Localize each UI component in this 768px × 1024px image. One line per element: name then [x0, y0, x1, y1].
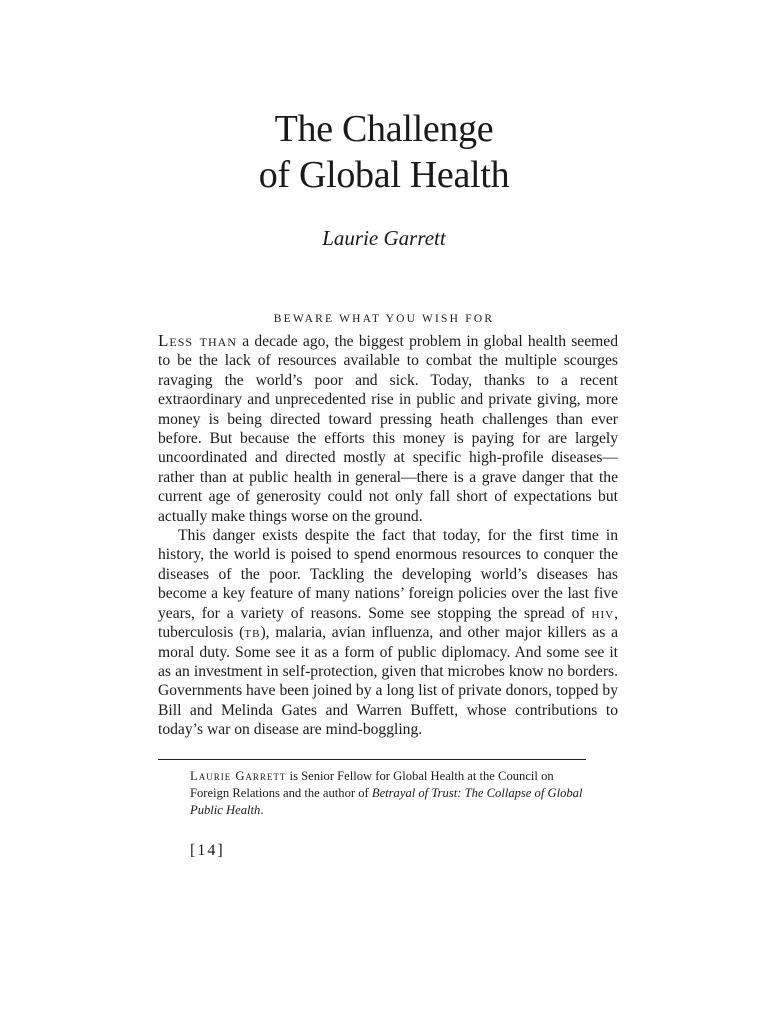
footnote-end: .	[260, 803, 264, 817]
footnote-text: is Senior Fellow for Global Health at the Council on Foreign Relations and the author of	[190, 769, 554, 800]
section-heading: BEWARE WHAT YOU WISH FOR	[273, 313, 495, 325]
footnote-book-title: Betrayal of Trust: The Collapse of Global Public Health	[190, 786, 583, 817]
footnote-divider	[158, 759, 586, 760]
footnote-author-name: Laurie Garrett	[190, 769, 287, 783]
title-line-1: The Challenge	[274, 108, 494, 150]
paragraph-2-text-b: , tuberculosis (	[158, 604, 618, 642]
paragraph-1	[158, 331, 618, 526]
acronym-hiv: hiv	[591, 604, 615, 622]
page-number: [14]	[190, 842, 225, 859]
paragraph-2	[158, 526, 618, 739]
article-title	[0, 106, 768, 198]
paragraph-2-text-c: ), malaria, avian influenza, and other major killers as a moral duty. Some see it as a form of public diplomacy. And some see it as an investment in self-protection, given that microbes know no borders. Governments have been joined by a long list of private donors, topped by Bill and Melinda Gates and Warren Buffett, whose contributions to today’s war on disease are mind-boggling.	[158, 624, 618, 739]
article-body	[158, 331, 618, 740]
paragraph-1-text: a decade ago, the biggest problem in global health seemed to be the lack of resources available to combat the multiple scourges ravaging the world’s poor and sick. Today, thanks to a recent extraordinary and unprecedented rise in public and private giving, more money is being directed toward pressing heath challenges than ever before. But because the efforts this money is paying for are largely uncoordinated and directed mostly at specific high-profile diseases—rather than at public health in general—there is a grave danger that the current age of generosity could not only fall short of expectations but actually make things worse on the ground.	[158, 333, 618, 525]
author-footnote	[190, 768, 590, 819]
author-name: Laurie Garrett	[322, 226, 446, 250]
paragraph-2-text-a: This danger exists despite the fact that today, for the first time in history, the world is poised to spend enormous resources to conquer the diseases of the poor. Tackling the developing world’s diseases has become a key feature of many nations’ foreign policies over the last five years, for a variety of reasons. Some see stopping the spread of	[158, 527, 618, 622]
paragraph-lead: Less than	[158, 331, 237, 350]
acronym-tb: tb	[244, 624, 261, 642]
title-line-2: of Global Health	[258, 154, 510, 196]
